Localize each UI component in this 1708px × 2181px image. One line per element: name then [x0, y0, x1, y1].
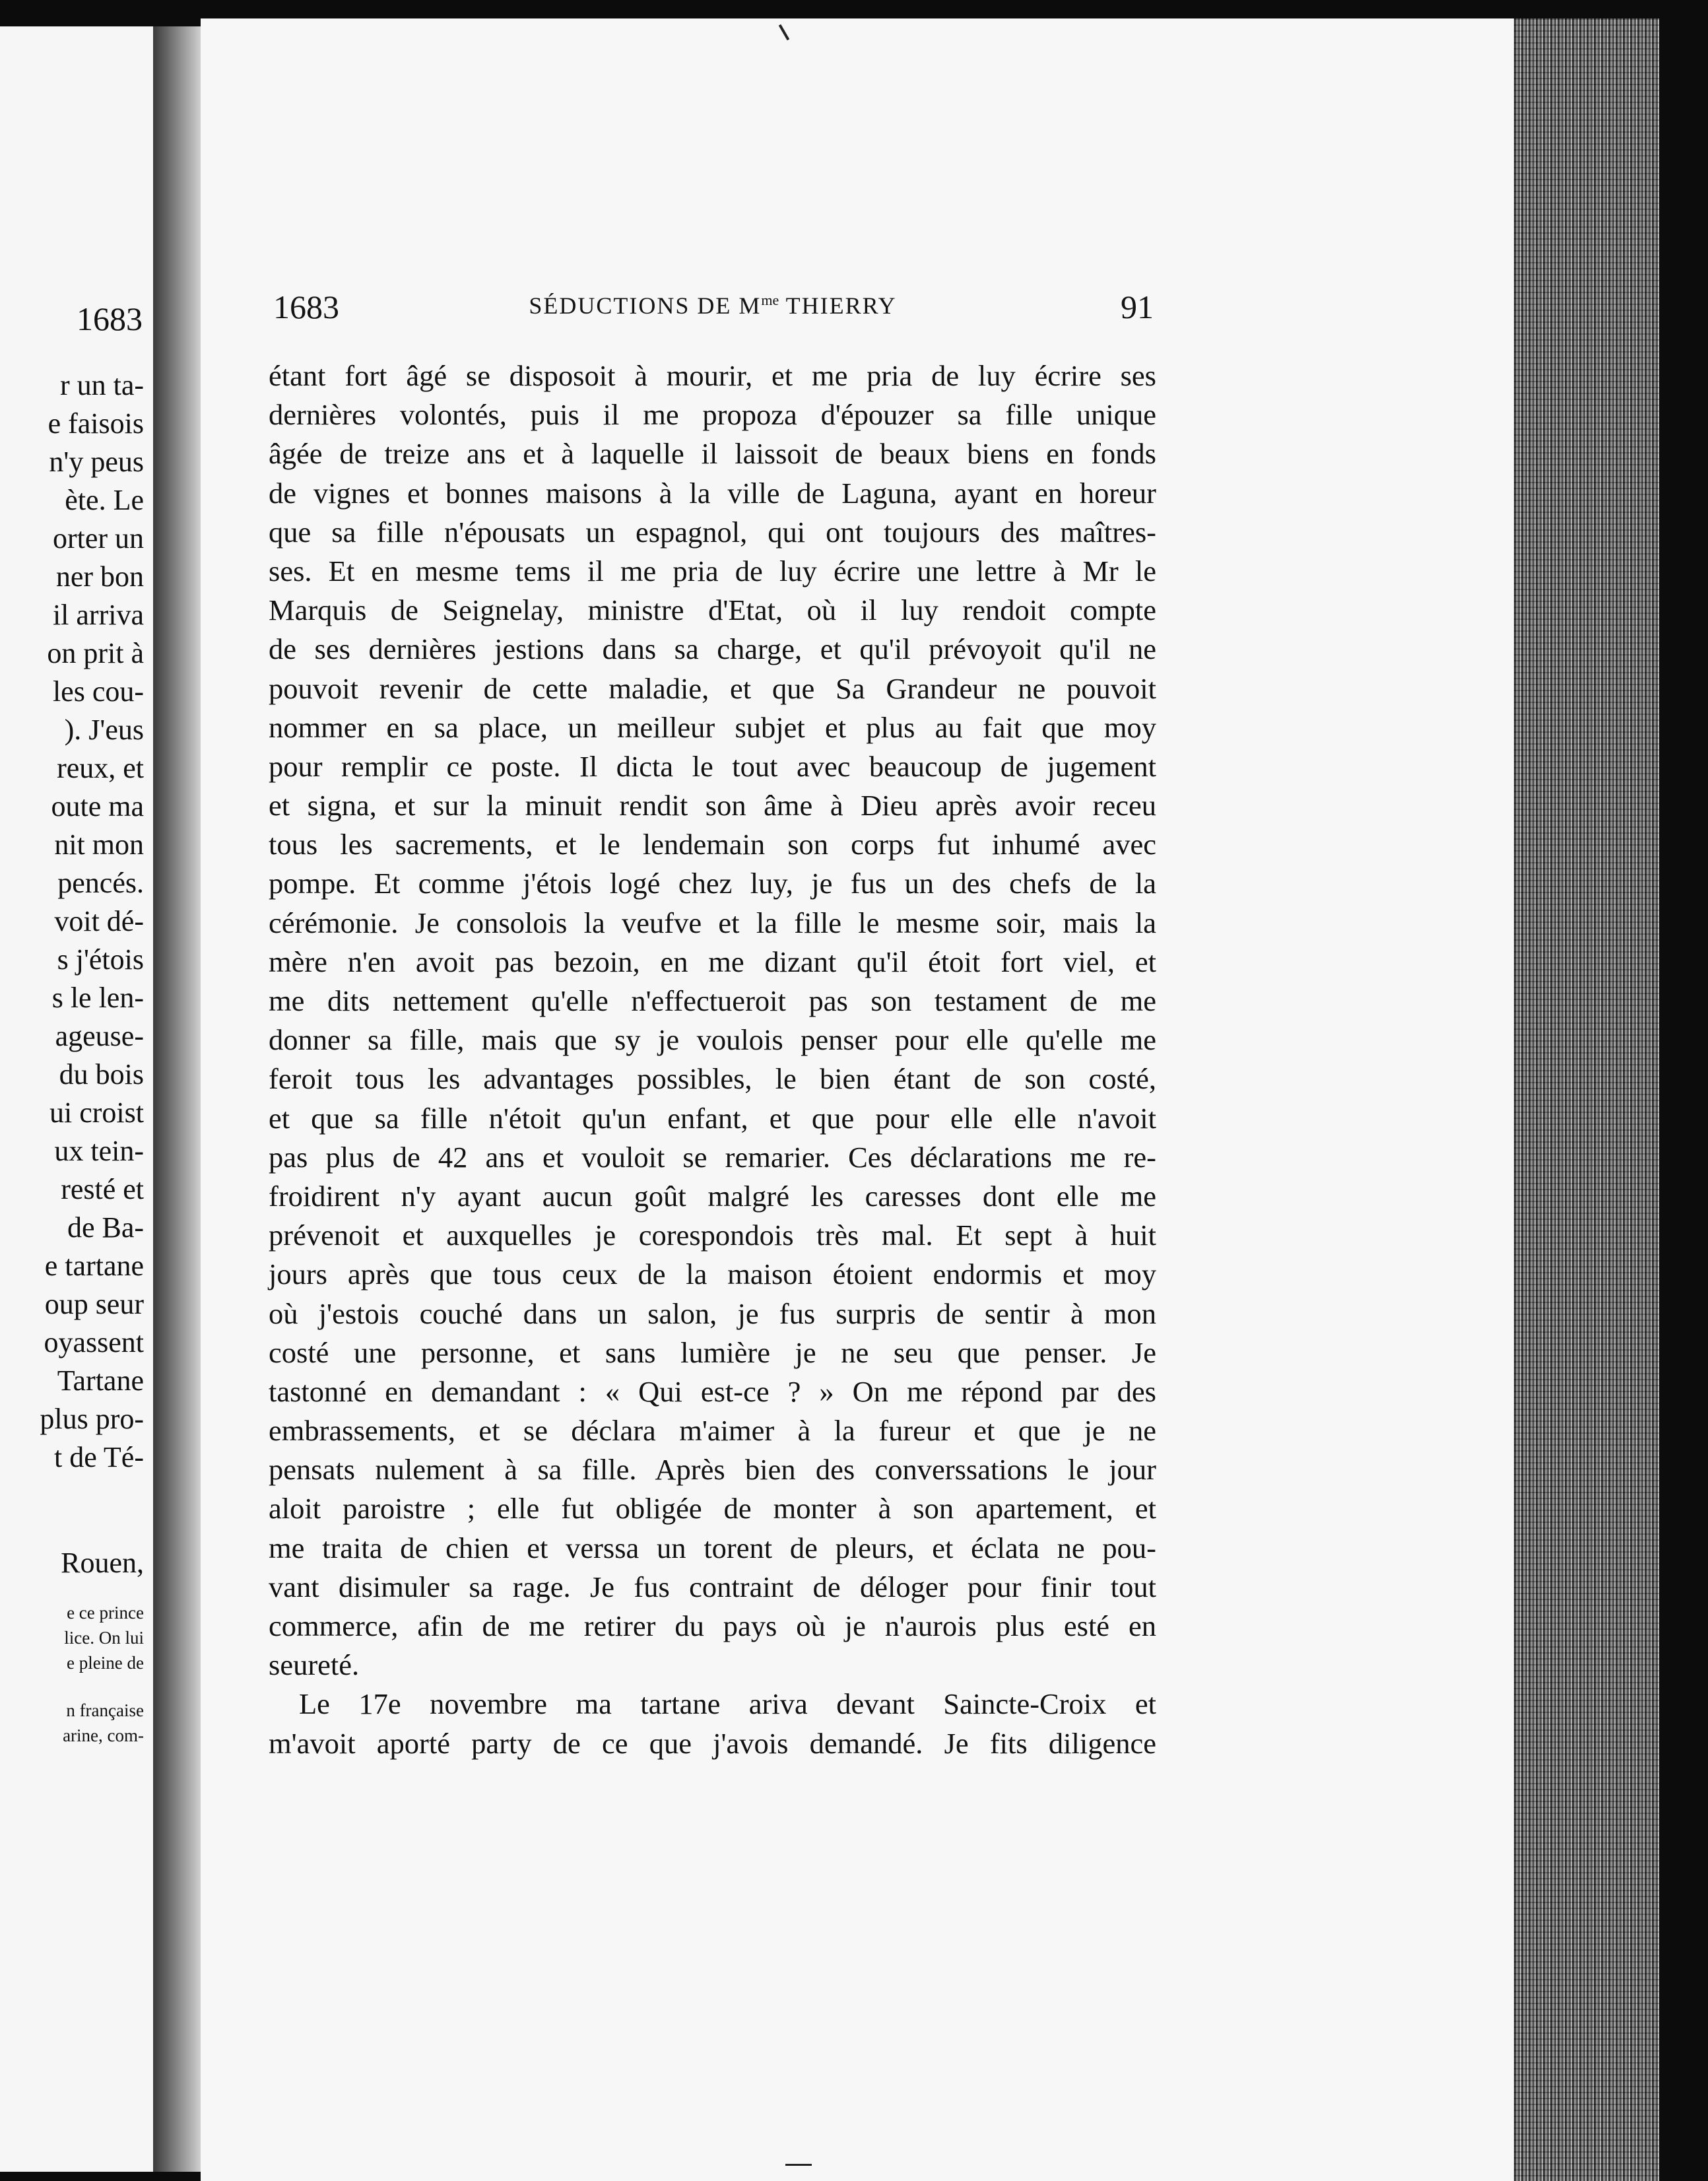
text-line: seureté.: [269, 1648, 360, 1682]
scan-mark: [785, 2164, 812, 2166]
page-edges: [1514, 18, 1659, 2181]
text-line: âgée de treize ans et à laquelle il laissoit de beaux biens en fonds: [269, 437, 1156, 471]
text-line: embrassements, et se déclara m'aimer à la fureur et que je ne: [269, 1414, 1156, 1448]
text-line: étant fort âgé se disposoit à mourir, et me pria de luy écrire ses: [269, 359, 1156, 392]
text-line: dernières volontés, puis il me propoza d'épouzer sa fille unique: [269, 398, 1156, 432]
running-title-text: SÉDUCTIONS DE M: [529, 292, 762, 319]
text-line: commerce, afin de me retirer du pays où je n'aurois plus esté en: [269, 1609, 1156, 1642]
left-page-line: e tartane: [44, 1250, 144, 1282]
text-line: jours après que tous ceux de la maison étoient endormis et moy: [269, 1258, 1156, 1291]
text-line: pouvoit revenir de cette maladie, et que Sa Grandeur ne pouvoit: [269, 671, 1156, 705]
page-header: [271, 283, 1155, 329]
text-line: nommer en sa place, un meilleur subjet et plus au fait que moy: [269, 710, 1156, 744]
text-line: pas plus de 42 ans et vouloit se remarier. Ces déclarations me re-: [269, 1140, 1156, 1174]
left-page-line: voit dé-: [54, 905, 144, 937]
left-page-line: plus pro-: [40, 1403, 144, 1435]
text-line: tastonné en demandant : « Qui est-ce ? » On me répond par des: [269, 1374, 1156, 1408]
left-page-line: ageuse-: [55, 1020, 144, 1052]
text-line: de vignes et bonnes maisons à la ville de Laguna, ayant en horeur: [269, 476, 1156, 510]
left-page-folio: 1683: [77, 300, 143, 337]
left-page-line: s le len-: [51, 982, 144, 1014]
left-page-line: oup seur: [44, 1288, 144, 1320]
text-line: m'avoit aporté party de ce que j'avois demandé. Je fits diligence: [269, 1726, 1156, 1760]
text-line: où j'estois couché dans un salon, je fus surpris de sentir à mon: [269, 1296, 1156, 1330]
book-gutter: [153, 26, 201, 2172]
text-line: de ses dernières jestions dans sa charge, et qu'il prévoyoit qu'il ne: [269, 632, 1156, 666]
left-page-line: ux tein-: [54, 1135, 144, 1167]
text-line: froidirent n'y ayant aucun goût malgré les caresses dont elle me: [269, 1179, 1156, 1213]
left-page-line: e faisois: [48, 407, 144, 440]
text-line: aloit paroistre ; elle fut obligée de monter à son apartement, et: [269, 1492, 1156, 1526]
page-body: [269, 356, 1156, 1763]
text-line: Marquis de Seignelay, ministre d'Etat, où il luy rendoit compte: [269, 593, 1156, 627]
text-line: prévenoit et auxquelles je corespondois très mal. Et sept à huit: [269, 1219, 1156, 1252]
previous-page: [0, 26, 153, 2172]
text-line: pompe. Et comme j'étois logé chez luy, je fus un des chefs de la: [269, 867, 1156, 900]
left-page-line: Rouen,: [61, 1547, 144, 1579]
text-line: ses. Et en mesme tems il me pria de luy écrire une lettre à Mr le: [269, 554, 1156, 587]
text-line: pensats nulement à sa fille. Après bien des converssations le jour: [269, 1453, 1156, 1487]
left-page-line: resté et: [61, 1173, 144, 1205]
left-page-line: ner bon: [55, 560, 144, 593]
left-page-line: reux, et: [57, 752, 144, 784]
text-line: cérémonie. Je consolois la veufve et la fille le mesme soir, mais la: [269, 906, 1156, 939]
text-line: feroit tous les advantages possibles, le bien étant de son costé,: [269, 1062, 1156, 1096]
left-page-line: ui croist: [49, 1096, 144, 1129]
left-page-footnote: e ce prince: [67, 1603, 144, 1623]
left-page-line: les cou-: [52, 675, 144, 708]
text-line: pour remplir ce poste. Il dicta le tout avec beaucoup de jugement: [269, 749, 1156, 783]
text-line: me dits nettement qu'elle n'effectueroit pas son testament de me: [269, 984, 1156, 1017]
left-page-line: du bois: [59, 1058, 144, 1090]
left-page-line: r un ta-: [59, 369, 144, 401]
text-line: mère n'en avoit pas bezoin, en me dizant qu'il étoit fort viel, et: [269, 945, 1156, 978]
left-page-line: n'y peus: [49, 446, 144, 478]
text-line: tous les sacrements, et le lendemain son corps fut inhumé avec: [269, 828, 1156, 861]
header-year: 1683: [273, 288, 339, 325]
left-page-line: ète. Le: [65, 484, 144, 516]
text-line: me traita de chien et verssa un torent de pleurs, et éclata ne pou-: [269, 1531, 1156, 1564]
text-line: donner sa fille, mais que sy je voulois penser pour elle qu'elle me: [269, 1023, 1156, 1057]
left-page-line: nit mon: [54, 828, 144, 861]
text-line: costé une personne, et sans lumière je ne seu que penser. Je: [269, 1335, 1156, 1369]
left-page-footnote: e pleine de: [67, 1653, 144, 1673]
left-page-line: de Ba-: [67, 1211, 144, 1244]
left-page-line: t de Té-: [53, 1441, 144, 1473]
left-page-line: il arriva: [52, 599, 144, 631]
left-page-footnote: arine, com-: [63, 1726, 144, 1745]
left-page-line: oute ma: [51, 790, 144, 822]
running-title-name: THIERRY: [779, 292, 897, 319]
left-page-line: on prit à: [47, 637, 144, 669]
text-line: vant disimuler sa rage. Je fus contraint de déloger pour finir tout: [269, 1570, 1156, 1603]
left-page-line: oyassent: [44, 1326, 144, 1359]
left-page-line: Tartane: [57, 1364, 144, 1397]
page-number: 91: [1121, 288, 1154, 325]
left-page-footnote: lice. On lui: [64, 1628, 144, 1648]
running-title: [271, 292, 1155, 319]
text-line: Le 17e novembre ma tartane ariva devant Saincte-Croix et: [299, 1687, 1156, 1721]
left-page-line: orter un: [52, 522, 144, 554]
text-line: et que sa fille n'étoit qu'un enfant, et que pour elle elle n'avoit: [269, 1101, 1156, 1135]
running-title-superscript: me: [761, 292, 779, 308]
text-line: et signa, et sur la minuit rendit son âme à Dieu après avoir receu: [269, 789, 1156, 822]
left-page-line: s j'étois: [57, 943, 144, 976]
left-page-line: pencés.: [57, 867, 144, 899]
left-page-footnote: n française: [66, 1700, 144, 1720]
left-page-line: ). J'eus: [64, 714, 144, 746]
text-line: que sa fille n'épousats un espagnol, qui ont toujours des maîtres-: [269, 515, 1156, 549]
